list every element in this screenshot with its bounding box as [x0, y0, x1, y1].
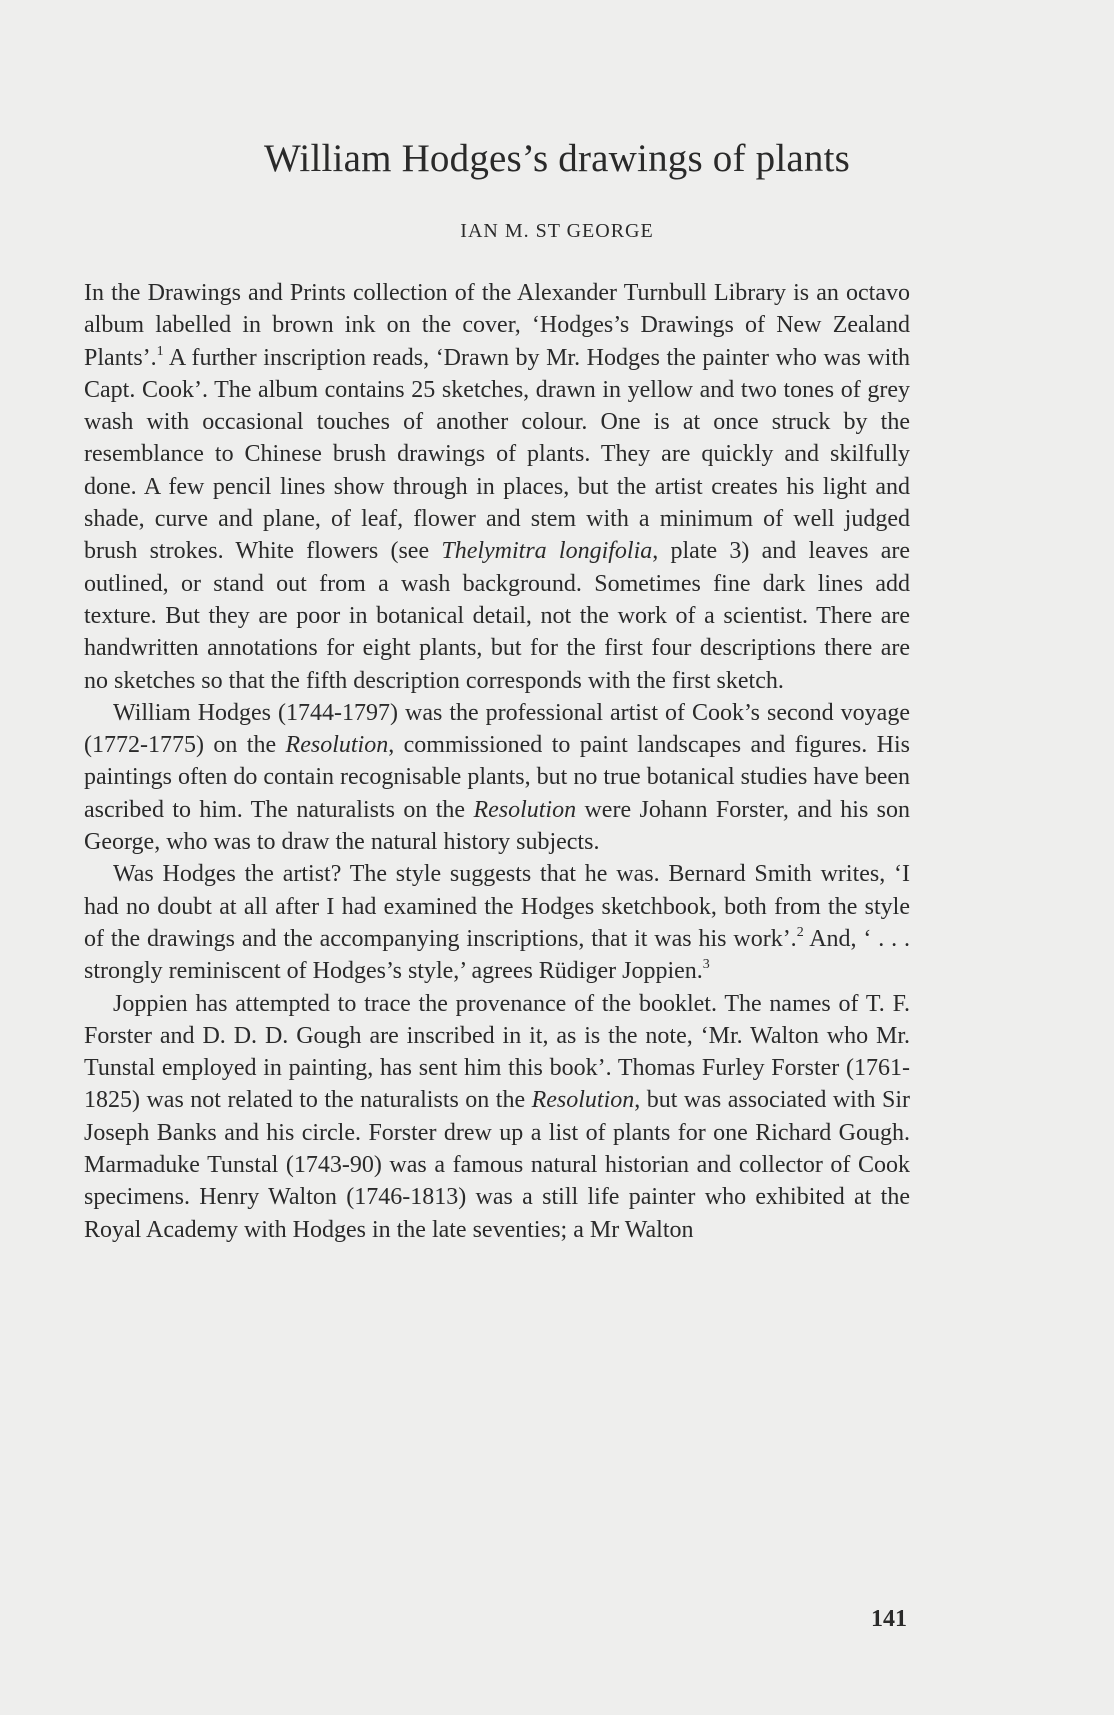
article-author: IAN M. ST GEORGE [460, 220, 654, 242]
footnote-ref: 2 [796, 924, 804, 940]
italic-text: Resolution [473, 796, 577, 823]
text-run: A further inscription reads, ‘Drawn by Mr. Hodges the painter who was with Capt. Cook’. The album contains 25 sketches, drawn in yellow and two tones of grey wash with occasional touches of another colour. One is at once struck by the resemblance to Chinese brush drawings of plants. They are quickly and skilfully done. A few pencil lines show through in places, but the artist creates his light and shade, curve and plane, of leaf, flower and stem with a minimum of well judged brush strokes. White flowers (see [84, 344, 910, 565]
paragraph-2 [84, 697, 910, 858]
text-run: , plate 3) and leaves are outlined, or stand out from a wash background. Sometimes fine dark lines add texture. But they are poor in botanical detail, not the work of a scientist. There are handwritten annotations for eight plants, but for the first four descriptions there are no sketches so that the fifth description corresponds with the first sketch. [84, 538, 911, 694]
italic-text: Thelymitra longifolia [441, 538, 653, 565]
text-run: were Johann Forster, and his son George, who was to draw the natural history subjects. [84, 796, 910, 856]
paragraph-1 [84, 277, 910, 697]
italic-text: Resolution [531, 1087, 635, 1114]
footnote-ref: 1 [156, 343, 164, 359]
article-title: William Hodges’s drawings of plants [263, 137, 851, 180]
page-number: 141 [871, 1606, 907, 1632]
text-run: And, ‘ . . . strongly reminiscent of Hodges’s style,’ agrees Rüdiger Joppien. [84, 925, 911, 985]
article-body [84, 277, 910, 1246]
text-run: In the Drawings and Prints collection of the Alexander Turnbull Library is an octavo album labelled in brown ink on the cover, ‘Hodges’s Drawings of New Zealand Plants’. [84, 280, 910, 371]
text-run: Was Hodges the artist? The style suggests that he was. Bernard Smith writes, ‘I had no doubt at all after I had examined the Hodges sketchbook, both from the style of the drawings and the accompanying inscriptions, that it was his work’. [84, 861, 910, 952]
paragraph-4 [84, 988, 910, 1246]
text-run: , but was associated with Sir Joseph Banks and his circle. Forster drew up a list of plants for one Richard Gough. Marmaduke Tunstal (1743-90) was a famous natural historian and collector of Cook specimens. Henry Walton (1746-1813) was a still life painter who exhibited at the Royal Academy with Hodges in the late seventies; a Mr Walton [84, 1087, 910, 1243]
italic-text: Resolution [285, 732, 389, 759]
text-run: , commissioned to paint landscapes and figures. His paintings often do contain recognisable plants, but no true botanical studies have been ascribed to him. The naturalists on the [84, 732, 911, 823]
paragraph-3 [84, 858, 910, 987]
text-run: William Hodges (1744-1797) was the professional artist of Cook’s second voyage (1772-1775) on the [84, 699, 910, 759]
footnote-ref: 3 [702, 957, 710, 973]
text-run: Joppien has attempted to trace the provenance of the booklet. The names of T. F. Forster and D. D. D. Gough are inscribed in it, as is the note, ‘Mr. Walton who Mr. Tunstal employed in painting, has sent him this book’. Thomas Furley Forster (1761-1825) was not related to the naturalists on the [84, 990, 910, 1114]
